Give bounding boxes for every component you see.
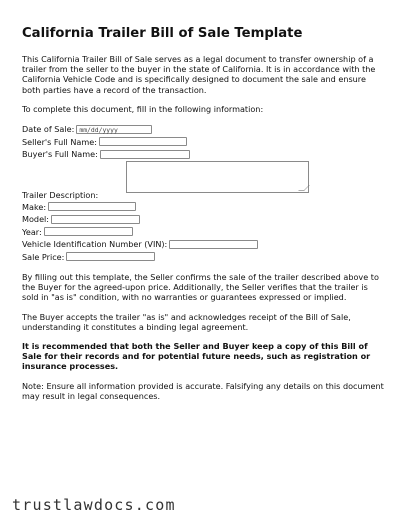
make-row: [22, 201, 384, 214]
year-input[interactable]: [44, 227, 133, 236]
intro-paragraph: This California Trailer Bill of Sale serves as a legal document to transfer ownership of a trailer from the seller to the buyer in the state of California. It is in accordance with the California Vehicle Code and is specifically designed to document the sale and ensure both parties have a record of the transaction.: [22, 54, 376, 95]
footer-watermark: trustlawdocs.com: [12, 496, 176, 514]
instruction-paragraph: To complete this document, fill in the following information:: [22, 103, 264, 114]
date-label: Date of Sale:: [22, 124, 75, 135]
description-label: Trailer Description:: [22, 189, 99, 200]
document-body: [22, 26, 384, 410]
date-row: [22, 123, 384, 136]
vin-row: [22, 238, 384, 251]
vin-input[interactable]: [169, 240, 258, 249]
seller-name-input[interactable]: [99, 137, 187, 146]
year-label: Year:: [22, 226, 42, 237]
page-title: California Trailer Bill of Sale Template: [22, 26, 303, 41]
make-input[interactable]: [48, 202, 136, 211]
recommend-paragraph: It is recommended that both the Seller and Buyer keep a copy of this Bill of Sale for their records and for potential future needs, such as registration or insurance processes.: [22, 341, 371, 372]
year-row: [22, 226, 384, 239]
resize-grip-icon[interactable]: [298, 185, 310, 191]
confirm-paragraph: By filling out this template, the Seller confirms the sale of the trailer described above to the Buyer for the agreed-upon price. Additionally, the Seller verifies that the trailer is sold in "as is" condition, with no warranties or guarantees expressed or implied.: [22, 272, 379, 303]
price-label: Sale Price:: [22, 251, 65, 262]
buyer-row: [22, 148, 384, 161]
seller-label: Seller's Full Name:: [22, 136, 97, 147]
vin-label: Vehicle Identification Number (VIN):: [22, 239, 168, 250]
buyer-label: Buyer's Full Name:: [22, 149, 98, 160]
buyer-name-input[interactable]: [100, 150, 190, 159]
accept-paragraph: The Buyer accepts the trailer "as is" and acknowledges receipt of the Bill of Sale, understanding it constitutes a binding legal agreement.: [22, 311, 351, 332]
date-input[interactable]: mm/dd/yyyy: [76, 125, 152, 134]
price-row: [22, 251, 384, 264]
description-row: [22, 161, 384, 201]
note-paragraph: Note: Ensure all information provided is accurate. Falsifying any details on this document may result in legal consequences.: [22, 380, 384, 401]
model-input[interactable]: [51, 215, 140, 224]
make-label: Make:: [22, 201, 47, 212]
model-label: Model:: [22, 214, 50, 225]
price-input[interactable]: [66, 252, 155, 261]
seller-row: [22, 136, 384, 149]
description-textarea[interactable]: [126, 161, 309, 193]
model-row: [22, 213, 384, 226]
